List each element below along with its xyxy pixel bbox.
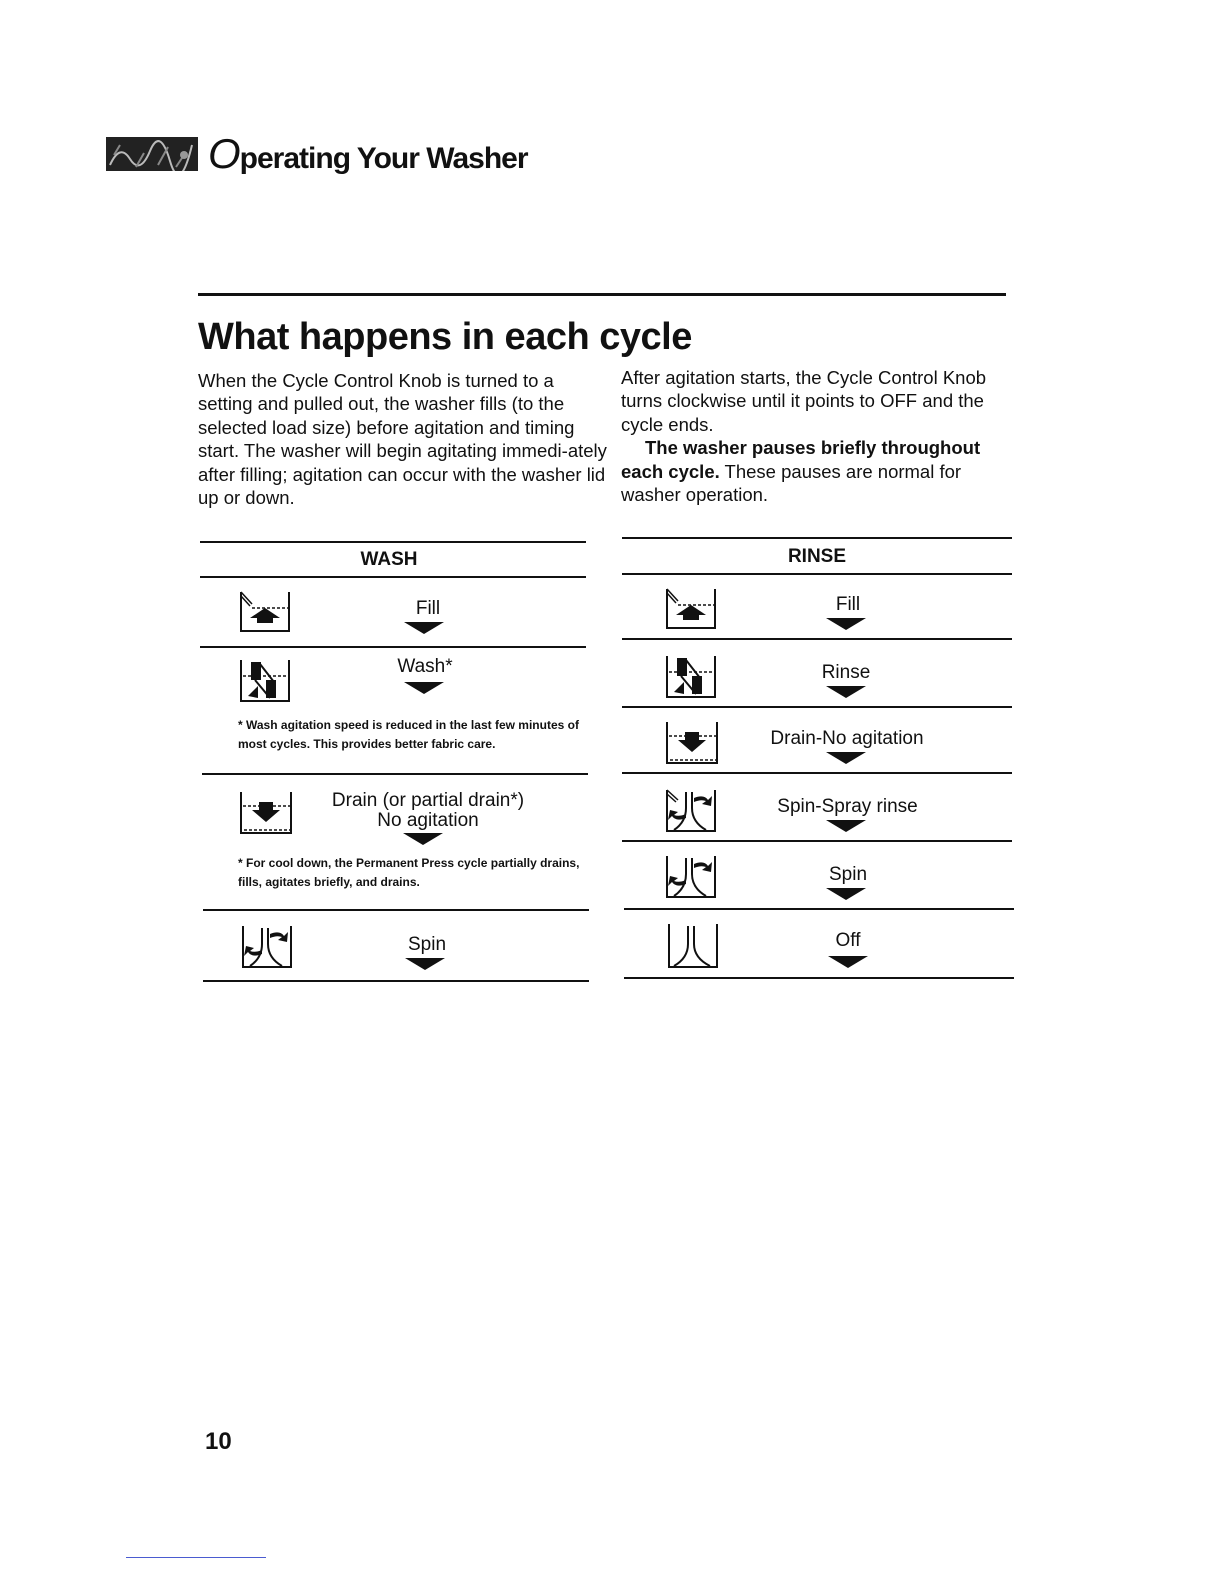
title-initial: O (208, 130, 240, 177)
wash-rule-2 (202, 773, 588, 775)
wash-top-rule (200, 541, 586, 543)
footer-underline (126, 1557, 266, 1558)
down-arrow-icon (404, 682, 444, 694)
intro-right-bold: The washer pauses briefly throughout each cycle. (621, 437, 981, 482)
down-arrow-icon (826, 686, 866, 698)
wash-step-drain-label: Drain (or partial drain*) (331, 790, 525, 811)
page-header-title (208, 130, 528, 178)
section-rule (198, 293, 1006, 296)
rinse-step-spin-label: Spin (828, 864, 868, 885)
rinse-rule-3 (622, 772, 1012, 774)
rinse-rule-5 (624, 908, 1014, 910)
intro-right-rest: These pauses are normal for washer operation. (621, 460, 962, 506)
spin-icon (664, 854, 718, 900)
wash-step-spin-label: Spin (407, 934, 447, 955)
wash-footnote: * Wash agitation speed is reduced in the last few minutes of most cycles. This provides better fabric care. (238, 718, 579, 751)
down-arrow-icon (403, 833, 443, 845)
down-arrow-icon (826, 820, 866, 832)
section-title: What happens in each cycle (198, 316, 692, 358)
fill-icon (238, 590, 292, 634)
rinse-step-spin-spray-label: Spin-Spray rinse (777, 796, 918, 817)
spin-icon (240, 924, 294, 970)
wash-step-fill-label: Fill (415, 598, 441, 619)
rinse-step-drain-label: Drain-No agitation (770, 728, 924, 749)
down-arrow-icon (828, 956, 868, 968)
rinse-step-fill-label: Fill (835, 594, 861, 615)
rinse-step-off-label: Off (835, 930, 861, 951)
fill-icon (664, 587, 718, 631)
intro-right-paragraphs (621, 366, 1013, 506)
off-icon (666, 922, 720, 970)
intro-left-paragraph: When the Cycle Control Knob is turned to a setting and pulled out, the washer fills (to the selected load size) before agitation and timing start. The washer will begin agitating immedi-ately after filling; agitation can occur with the washer lid up or down. (198, 370, 607, 509)
wash-bottom-rule (203, 980, 589, 982)
rinse-bottom-rule (624, 977, 1014, 979)
rinse-rule-1 (622, 638, 1012, 640)
wash-rule-1 (200, 646, 586, 648)
intro-right-p2 (621, 436, 1013, 506)
wash-step-wash-label: Wash* (397, 656, 453, 677)
intro-right-p1: After agitation starts, the Cycle Control Knob turns clockwise until it points to OFF and the cycle ends. (621, 367, 987, 435)
page-number: 10 (205, 1428, 232, 1455)
drain-icon (664, 720, 720, 766)
down-arrow-icon (826, 752, 866, 764)
rinse-top-rule (622, 537, 1012, 539)
wash-step-drain-sublabel: No agitation (377, 810, 479, 831)
down-arrow-icon (404, 622, 444, 634)
down-arrow-icon (405, 958, 445, 970)
wash-rule-3 (203, 909, 589, 911)
decorative-banner-icon (106, 137, 198, 171)
wash-icon (238, 658, 292, 704)
title-rest: perating Your Washer (239, 142, 528, 175)
rinse-head-rule (622, 573, 1012, 575)
rinse-step-rinse-label: Rinse (821, 662, 871, 683)
rinse-rule-4 (622, 840, 1012, 842)
wash-heading: WASH (360, 549, 418, 570)
drain-icon (238, 790, 294, 836)
spin-spray-icon (664, 788, 718, 834)
rinse-rule-2 (622, 706, 1012, 708)
down-arrow-icon (826, 888, 866, 900)
rinse-heading: RINSE (787, 546, 847, 567)
drain-footnote: * For cool down, the Permanent Press cycle partially drains, fills, agitates briefly, and drains. (238, 856, 580, 889)
down-arrow-icon (826, 618, 866, 630)
rinse-icon (664, 654, 718, 700)
wash-head-rule (200, 576, 586, 578)
